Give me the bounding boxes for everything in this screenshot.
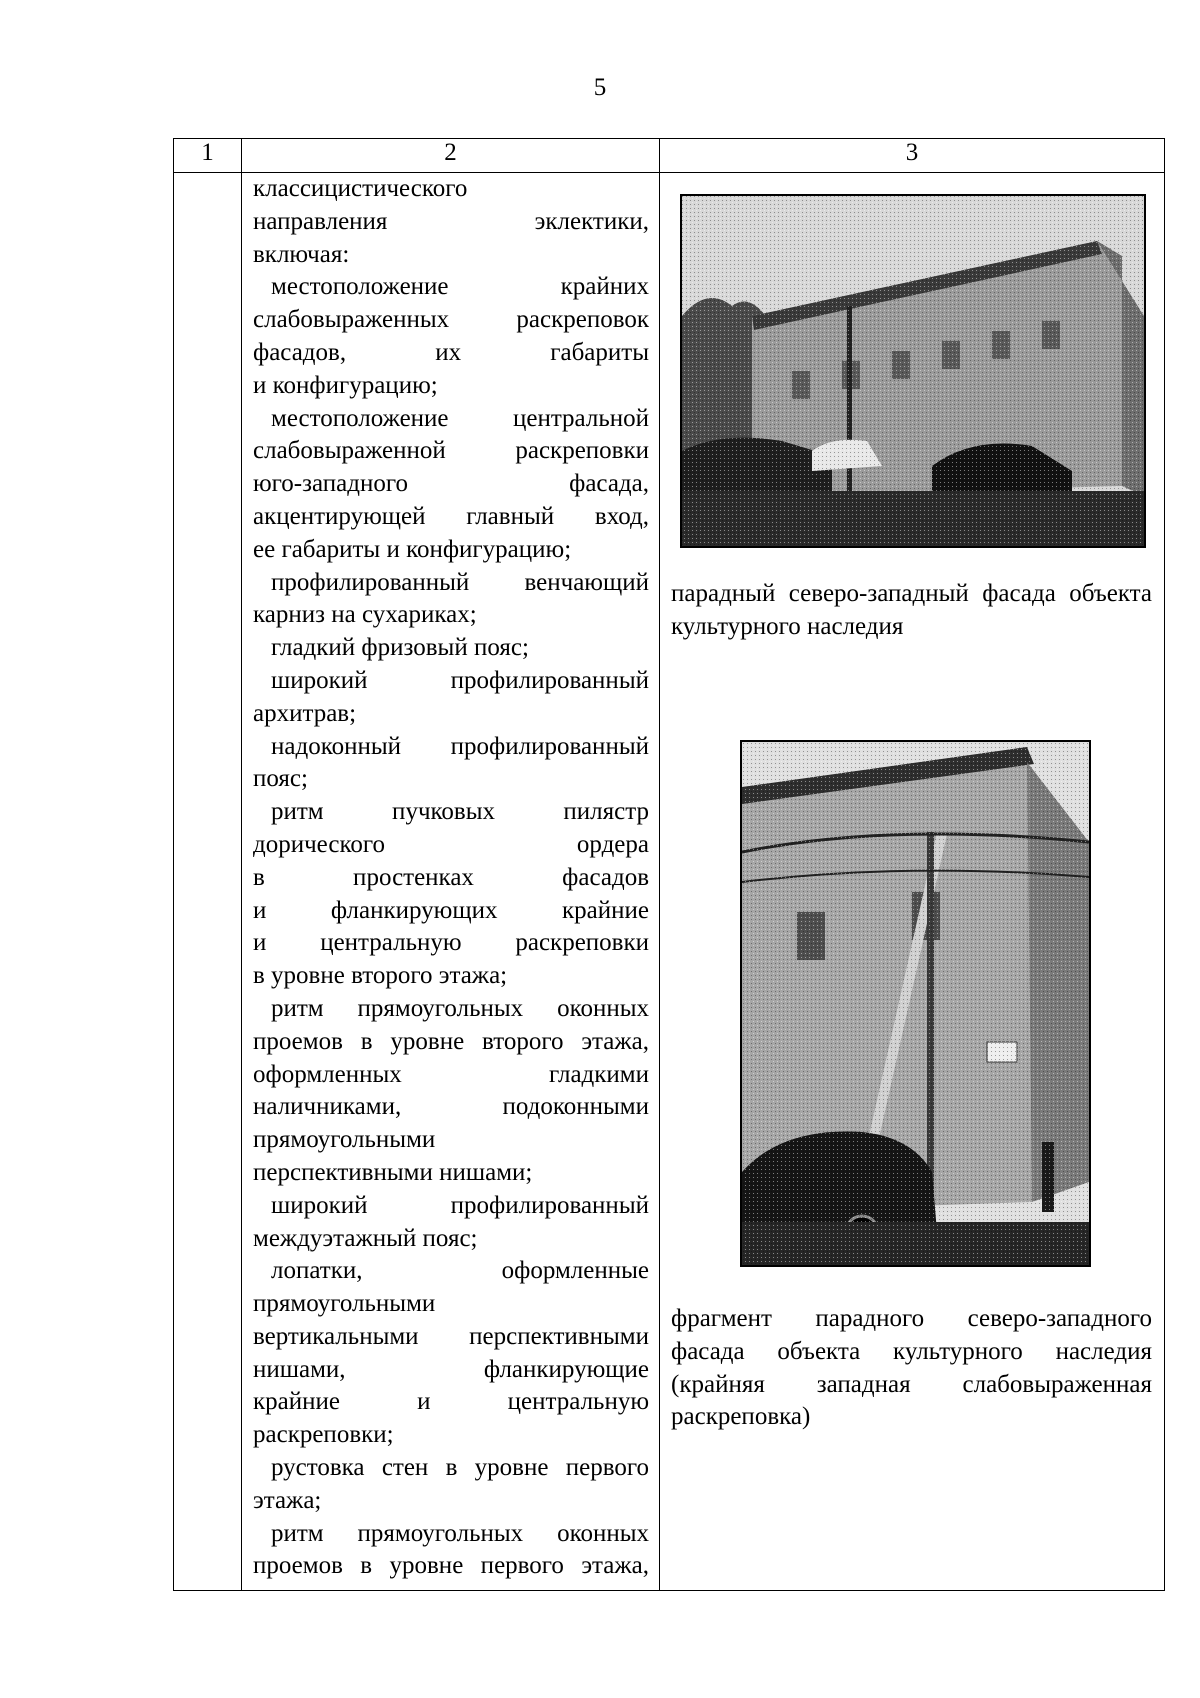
text-line: перспективными нишами;	[253, 1158, 533, 1186]
text-line: юго-западного фасада,	[253, 470, 649, 498]
text-line: гладкий фризовый пояс;	[271, 634, 529, 662]
table-row	[174, 173, 1165, 1591]
text-line: дорического ордера	[253, 830, 649, 858]
text-line: рустовка стен в уровне первого	[271, 1454, 649, 1482]
column-3-cell	[660, 173, 1165, 1591]
text-line: крайние и центральную	[253, 1388, 649, 1416]
text-line: прямоугольными	[253, 1290, 436, 1318]
text-line: ритм пучковых пилястр	[271, 798, 649, 826]
text-line: раскреповки;	[253, 1421, 394, 1449]
column-2-cell	[242, 173, 660, 1591]
text-line: слабовыраженной раскреповки	[253, 437, 649, 465]
column-header-1: 1	[174, 139, 242, 173]
text-line: слабовыраженных раскреповок	[253, 306, 649, 334]
text-line: и фланкирующих крайние	[253, 896, 649, 924]
text-line: междуэтажный пояс;	[253, 1224, 478, 1252]
text-line: в уровне второго этажа;	[253, 962, 508, 990]
text-line: этажа;	[253, 1486, 322, 1514]
text-line: проемов в уровне второго этажа,	[253, 1027, 649, 1055]
facade-photo	[680, 194, 1146, 548]
text-line: и центральную раскреповки	[253, 929, 649, 957]
text-line: ритм прямоугольных оконных	[271, 1519, 649, 1547]
text-line: акцентирующей главный вход,	[253, 502, 649, 530]
heritage-table	[173, 138, 1165, 1591]
text-line: нишами, фланкирующие	[253, 1355, 649, 1383]
text-line: в простенках фасадов	[253, 863, 649, 891]
page-number: 5	[593, 74, 607, 101]
text-line: оформленных гладкими	[253, 1060, 649, 1088]
table-header-row	[174, 139, 1165, 173]
facade-fragment-photo	[740, 740, 1091, 1267]
text-line: и конфигурацию;	[253, 371, 438, 399]
column-1-cell	[174, 173, 242, 1591]
text-line: ее габариты и конфигурацию;	[253, 535, 572, 563]
text-line: ритм прямоугольных оконных	[271, 994, 649, 1022]
text-line: классицистического	[253, 175, 468, 202]
text-line: широкий профилированный	[271, 1191, 649, 1219]
column-header-3: 3	[660, 139, 1165, 173]
text-line: включая:	[253, 240, 350, 268]
text-line: профилированный венчающий	[271, 568, 649, 596]
text-line: направления эклектики,	[253, 207, 649, 235]
text-line: надоконный профилированный	[271, 732, 649, 760]
text-line: наличниками, подоконными	[253, 1093, 649, 1121]
photo-caption-1: парадный северо-западный фасада объекта культурного наследия	[671, 580, 1152, 640]
text-line: пояс;	[253, 765, 308, 793]
text-line: широкий профилированный	[271, 666, 649, 694]
text-line: местоположение крайних	[271, 273, 649, 301]
text-line: архитрав;	[253, 699, 357, 727]
text-line: карниз на сухариках;	[253, 601, 477, 629]
photo-caption-2: фрагмент парадного северо-западного фасада объекта культурного наследия (крайняя западная слабовыраженная раскреповка)	[671, 1305, 1152, 1431]
text-line: вертикальными перспективными	[253, 1322, 649, 1350]
text-line: местоположение центральной	[271, 404, 649, 432]
text-line: фасадов, их габариты	[253, 338, 649, 366]
text-line: прямоугольными	[253, 1126, 436, 1154]
text-line: лопатки, оформленные	[271, 1257, 649, 1285]
column-header-2: 2	[242, 139, 660, 173]
text-line: проемов в уровне первого этажа,	[253, 1552, 649, 1580]
